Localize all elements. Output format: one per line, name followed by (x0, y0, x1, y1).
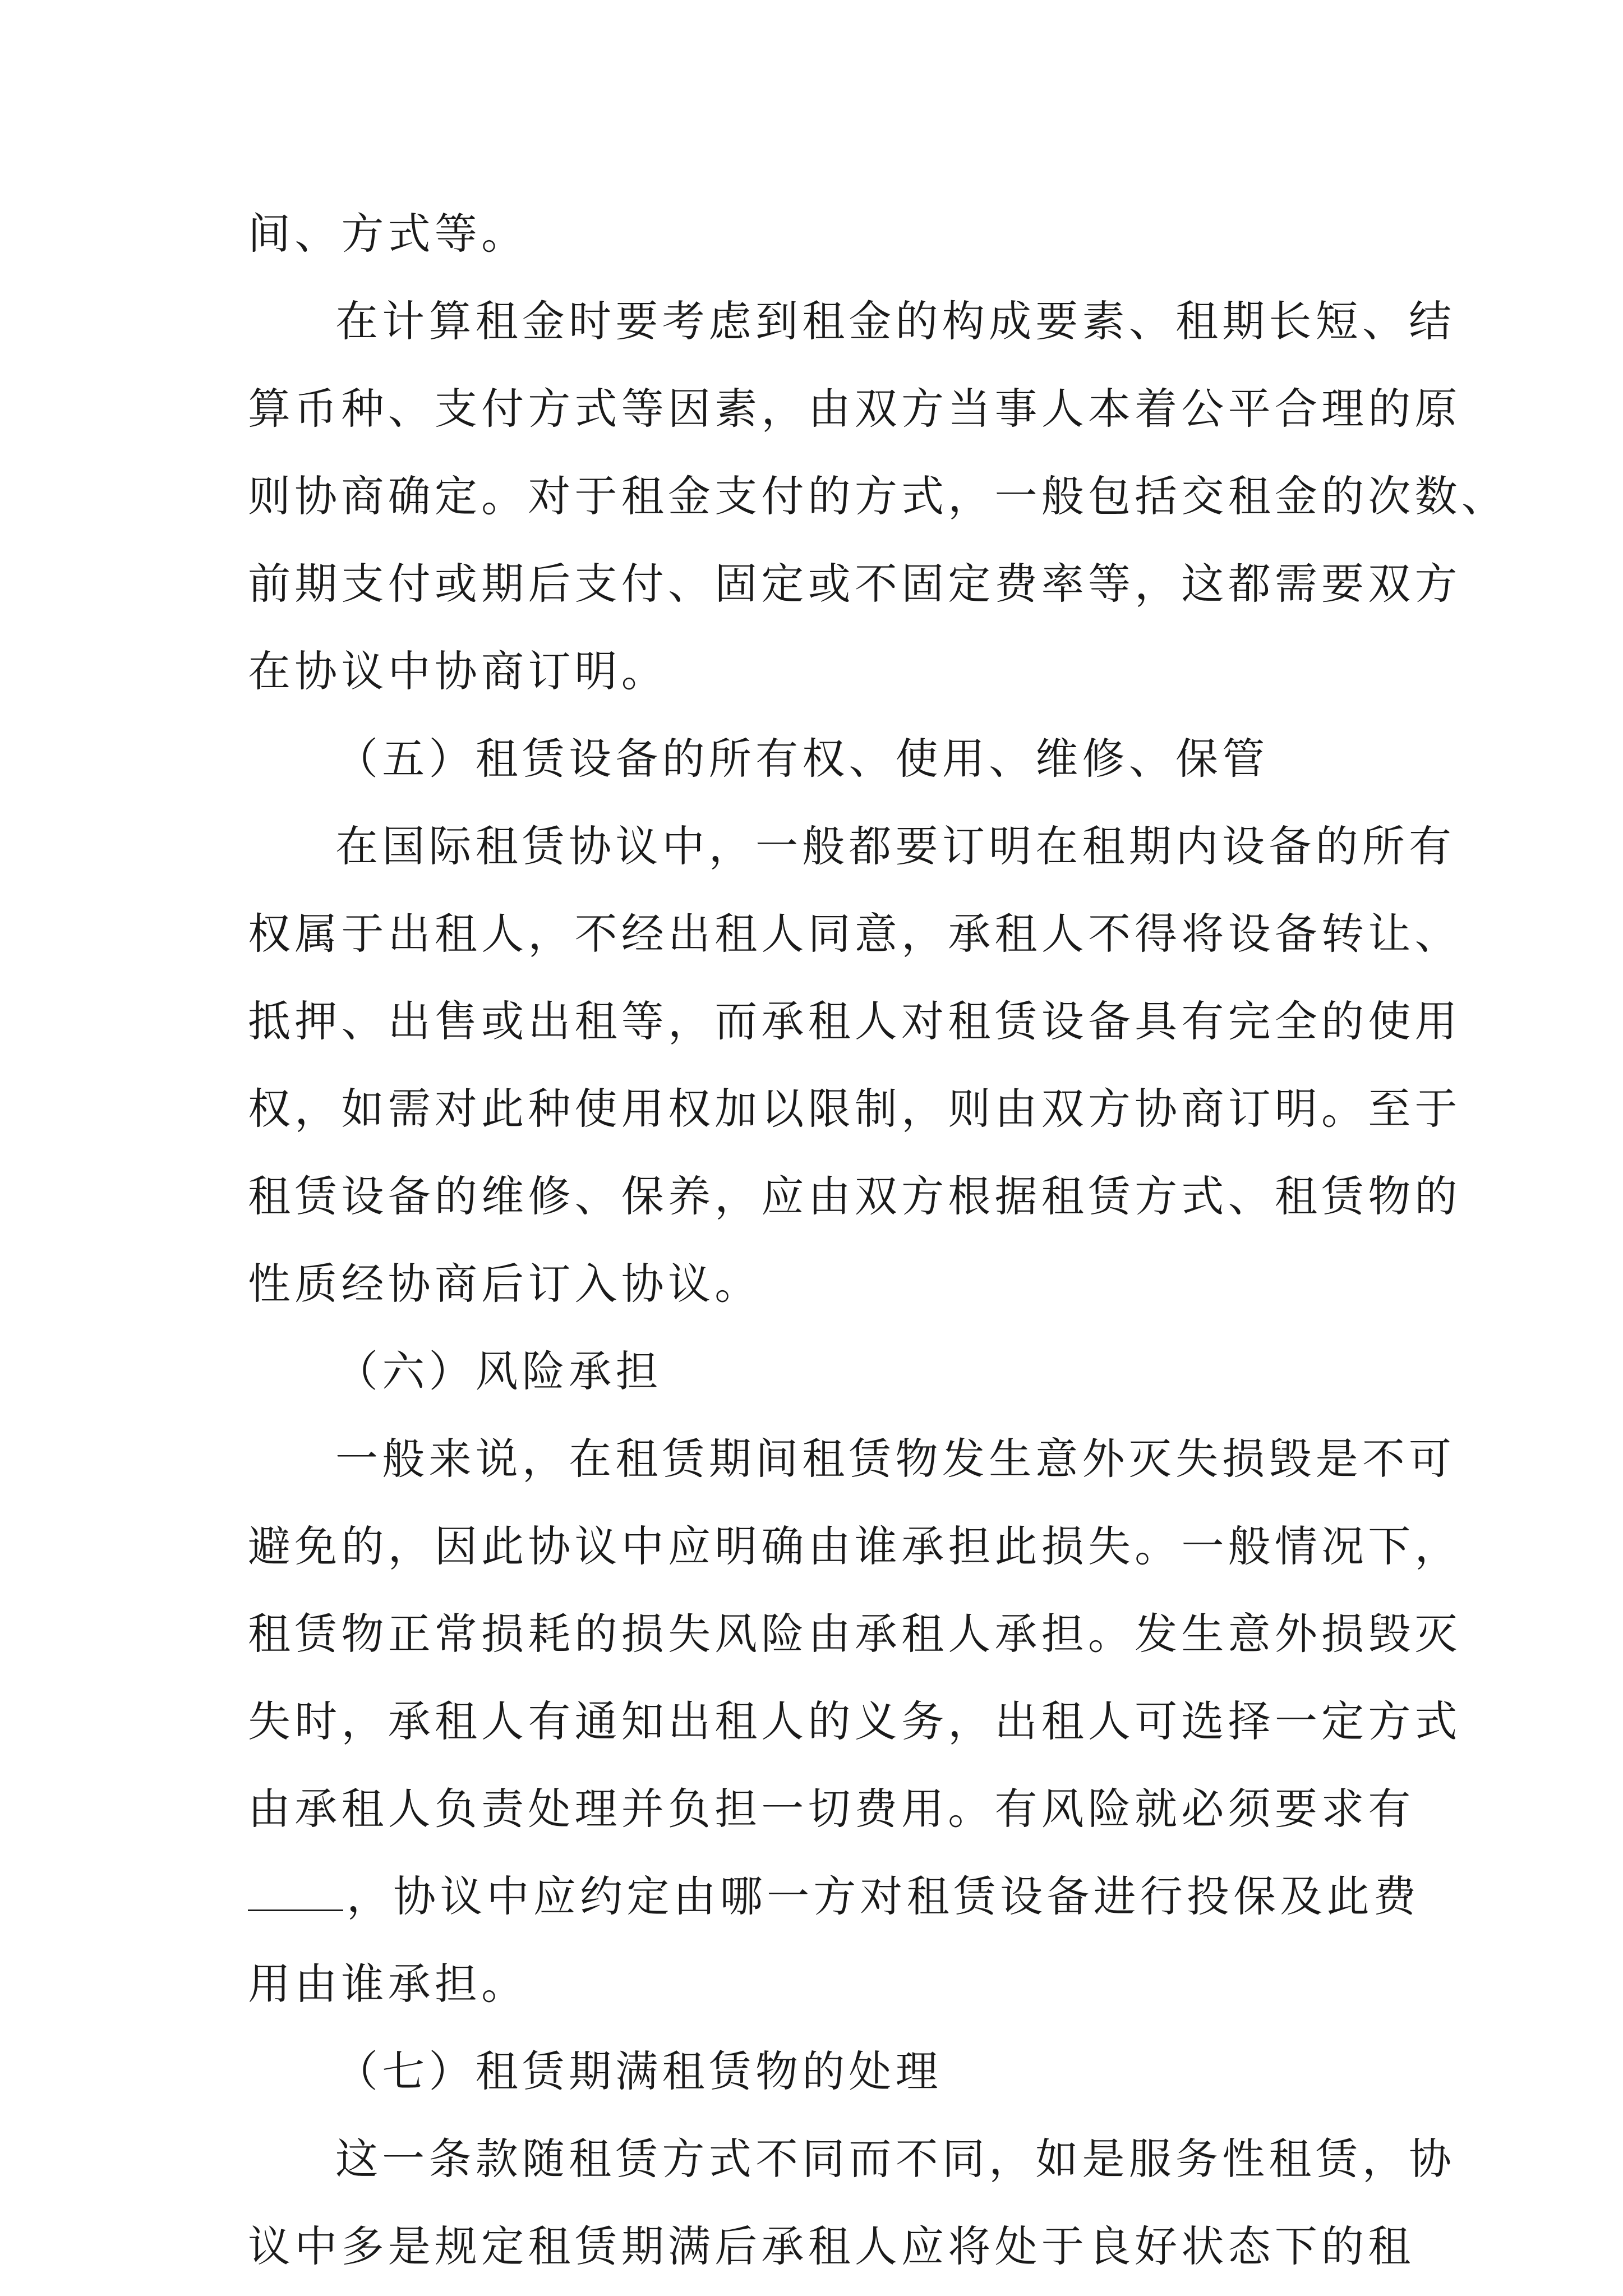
paragraph-line: 性质经协商后订入协议。 (248, 1259, 762, 1309)
paragraph-line-text: ，协议中应约定由哪一方对租赁设备进行投保及此费 (347, 1871, 1421, 1921)
section-heading-7: （七）租赁期满租赁物的处理 (335, 2046, 942, 2096)
paragraph-line: 避免的，因此协议中应明确由谁承担此损失。一般情况下， (248, 1521, 1461, 1571)
paragraph-line: 租赁物正常损耗的损失风险由承租人承担。发生意外损毁灭 (248, 1609, 1461, 1659)
section-heading-5: （五）租赁设备的所有权、使用、维修、保管 (335, 734, 1269, 784)
paragraph-line: 在计算租金时要考虑到租金的构成要素、租期长短、结 (335, 296, 1456, 346)
paragraph-line: 一般来说，在租赁期间租赁物发生意外灭失损毁是不可 (335, 1434, 1456, 1484)
paragraph-line: 由承租人负责处理并负担一切费用。有风险就必须要求有 (248, 1784, 1415, 1834)
section-heading-6: （六）风险承担 (335, 1346, 662, 1396)
paragraph-line: 在协议中协商订明。 (248, 646, 668, 696)
paragraph-line: 在国际租赁协议中，一般都要订明在租期内设备的所有 (335, 821, 1456, 871)
line-continuation: 间、方式等。 (248, 209, 528, 259)
paragraph-line: 失时，承租人有通知出租人的义务，出租人可选择一定方式 (248, 1696, 1461, 1746)
paragraph-line: 抵押、出售或出租等，而承租人对租赁设备具有完全的使用 (248, 996, 1461, 1046)
paragraph-line: 则协商确定。对于租金支付的方式，一般包括交租金的次数、 (248, 471, 1508, 521)
paragraph-line: 议中多是规定租赁期满后承租人应将处于良好状态下的租 (248, 2221, 1415, 2271)
paragraph-line: 用由谁承担。 (248, 1959, 528, 2009)
paragraph-line: 算币种、支付方式等因素，由双方当事人本着公平合理的原 (248, 384, 1461, 434)
paragraph-line-with-blank (248, 1860, 1420, 1933)
fill-in-blank (248, 1870, 343, 1911)
paragraph-line: 权属于出租人，不经出租人同意，承租人不得将设备转让、 (248, 909, 1461, 959)
paragraph-line: 权，如需对此种使用权加以限制，则由双方协商订明。至于 (248, 1084, 1461, 1134)
paragraph-line: 前期支付或期后支付、固定或不固定费率等，这都需要双方 (248, 559, 1461, 609)
paragraph-line: 这一条款随租赁方式不同而不同，如是服务性租赁，协 (335, 2134, 1456, 2184)
paragraph-line: 租赁设备的维修、保养，应由双方根据租赁方式、租赁物的 (248, 1171, 1461, 1221)
